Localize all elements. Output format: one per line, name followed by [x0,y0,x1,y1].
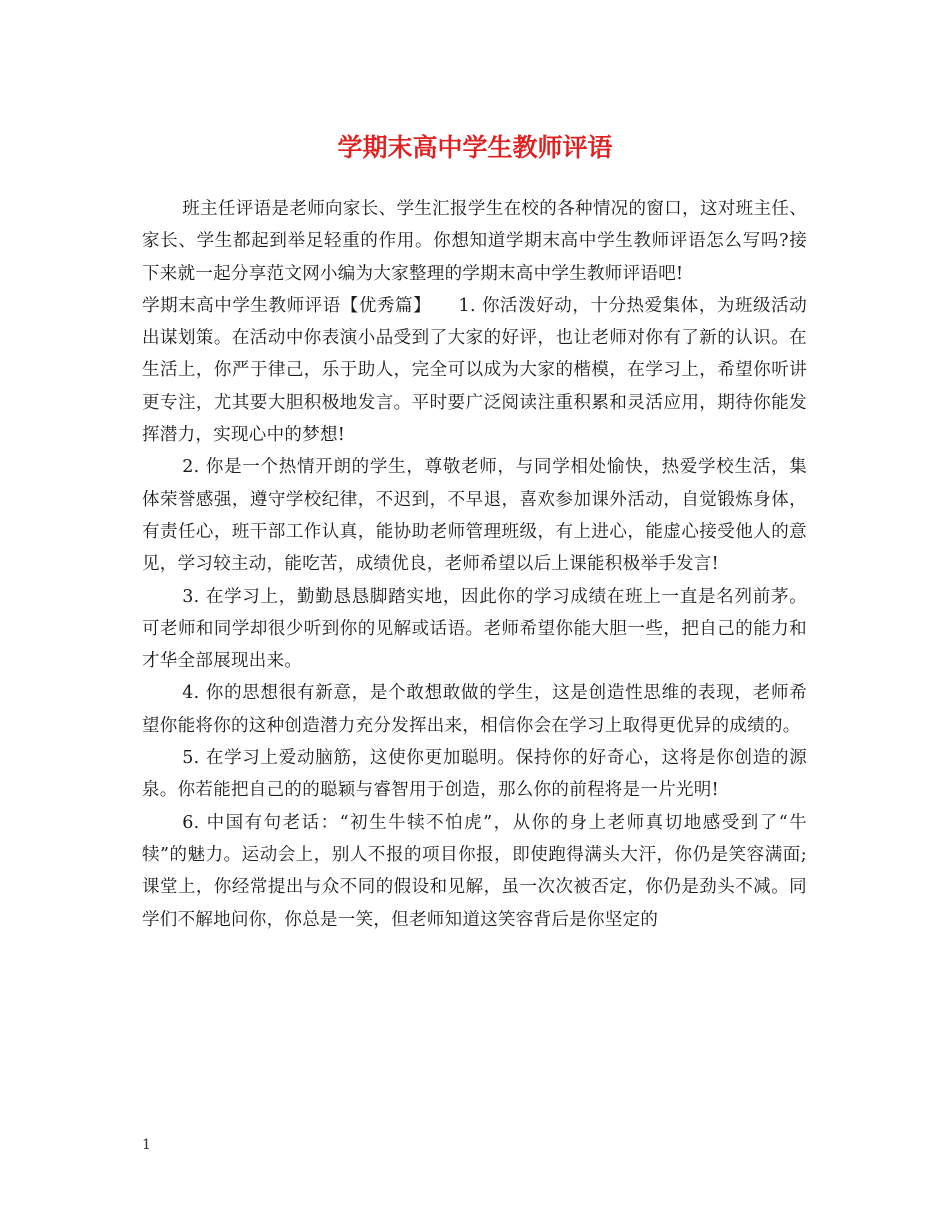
comment-paragraph-3: 3. 在学习上，勤勤恳恳脚踏实地，因此你的学习成绩在班上一直是名列前茅。可老师和同学却很少听到你的见解或话语。老师希望你能大胆一些，把自己的能力和才华全部展现出来。 [142,586,807,672]
comment-paragraph-2: 2. 你是一个热情开朗的学生，尊敬老师，与同学相处愉快，热爱学校生活，集体荣誉感强，遵守学校纪律，不迟到，不早退，喜欢参加课外活动，自觉锻炼身体，有责任心，班干部工作认真，能协助老师管理班级，有上进心，能虚心接受他人的意见，学习较主动，能吃苦，成绩优良，老师希望以后上课能积极举手发言! [142,457,807,575]
comment-paragraph-1: 学期末高中学生教师评语【优秀篇】 1. 你活泼好动，十分热爱集体，为班级活动出谋划策。在活动中你表演小品受到了大家的好评，也让老师对你有了新的认识。在生活上，你严于律己，乐于助人，完全可以成为大家的楷模，在学习上，希望你听讲更专注，尤其要大胆积极地发言。平时要广泛阅读注重积累和灵活应用，期待你能发挥潜力，实现心中的梦想! [142,295,807,446]
document-body [142,193,807,936]
comment-paragraph-4: 4. 你的思想很有新意，是个敢想敢做的学生，这是创造性思维的表现，老师希望你能将你的这种创造潜力充分发挥出来，相信你会在学习上取得更优异的成绩的。 [142,683,807,736]
comment-paragraph-6: 6. 中国有句老话：“初生牛犊不怕虎”，从你的身上老师真切地感受到了“牛犊”的魅力。运动会上，别人不报的项目你报，即使跑得满头大汗，你仍是笑容满面;课堂上，你经常提出与众不同的假设和见解，虽一次次被否定，你仍是劲头不减。同学们不解地问你，你总是一笑，但老师知道这笑容背后是你坚定的 [142,812,807,930]
intro-paragraph: 班主任评语是老师向家长、学生汇报学生在校的各种情况的窗口，这对班主任、家长、学生都起到举足轻重的作用。你想知道学期末高中学生教师评语怎么写吗?接下来就一起分享范文网小编为大家整理的学期末高中学生教师评语吧! [142,199,807,284]
comment-paragraph-5: 5. 在学习上爱动脑筋，这使你更加聪明。保持你的好奇心，这将是你创造的源泉。你若能把自己的的聪颖与睿智用于创造，那么你的前程将是一片光明! [142,748,807,801]
page-number: 1 [142,1137,151,1153]
document-title: 学期末高中学生教师评语 [337,133,613,162]
